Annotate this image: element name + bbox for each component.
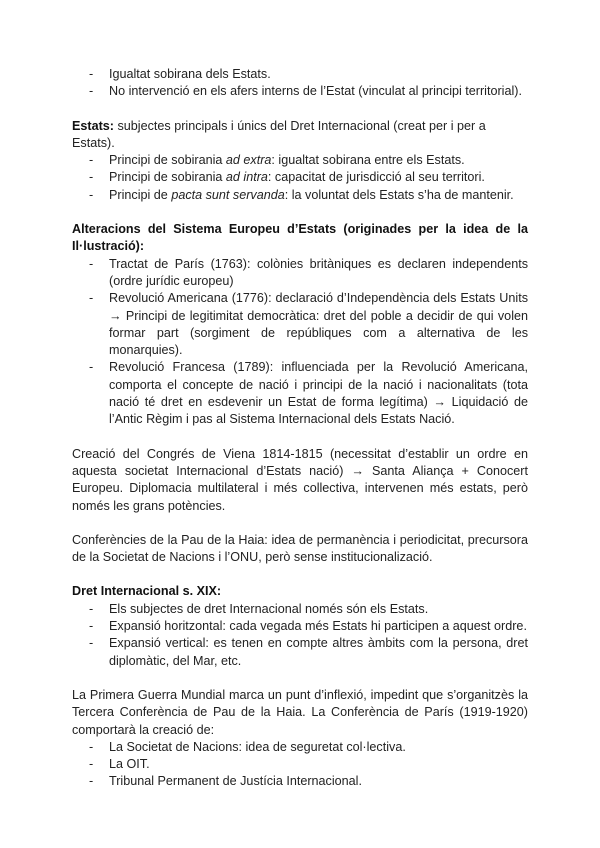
sovereignty-list	[72, 66, 528, 101]
xix-heading: Dret Internacional s. XIX:	[72, 584, 222, 599]
list-item: - Principi de pacta sunt servanda: la voluntat dels Estats s’ha de mantenir.	[109, 187, 528, 204]
latin-term: pacta sunt servanda	[171, 187, 285, 202]
states-paragraph	[72, 118, 528, 153]
list-item: - Tribunal Permanent de Justícia Internacional.	[109, 773, 528, 790]
alterations-list	[72, 256, 528, 429]
list-item: - Igualtat sobirana dels Estats.	[109, 66, 528, 83]
list-item: - No intervenció en els afers interns de l’Estat (vinculat al principi territorial).	[109, 83, 528, 100]
paris-creations-list	[72, 739, 528, 791]
latin-term: ad extra	[225, 153, 272, 168]
list-item: - La OIT.	[109, 756, 528, 773]
list-item: - Expansió horitzontal: cada vegada més Estats hi participen a aquest ordre.	[109, 618, 528, 635]
list-item: - Principi de sobirania ad extra: igualtat sobirana entre els Estats.	[109, 152, 528, 169]
list-item: - Revolució Francesa (1789): influenciada per la Revolució Americana, comporta el concepte de nació i principi de la nació i nacionalitats (tota nació té dret en esdevenir un Estat de forma legítima) → Liquidació de l’Antic Règim i pas al Sistema Internacional dels Estats Nació.	[109, 359, 528, 428]
alterations-heading: Alteracions del Sistema Europeu d’Estats (originades per la idea de la Il·lustració):	[72, 222, 528, 254]
hague-paragraph: Conferències de la Pau de la Haia: idea de permanència i periodicitat, precursora de la Societat de Nacions i l’ONU, però sense institucionalizació.	[72, 532, 528, 565]
states-intro: subjectes principals i únics del Dret Internacional (creat per i per a Estats).	[72, 118, 486, 150]
vienna-paragraph: Creació del Congrés de Viena 1814-1815 (necessitat d’establir un ordre en aquesta societat Internacional d’Estats nació) → Santa Aliança + Conocert Europeu. Diplomacia multilateral i més collectiva, intervenen més estats, però només les grans potències.	[72, 446, 528, 513]
list-item: - La Societat de Nacions: idea de seguretat col·lectiva.	[109, 739, 528, 756]
list-item: - Tractat de París (1763): colònies britàniques es declaren independents (ordre jurídic europeu)	[109, 256, 528, 291]
list-item: - Principi de sobirania ad intra: capacitat de jurisdicció al seu territori.	[109, 169, 528, 186]
list-item: - Expansió vertical: es tenen en compte altres àmbits com la persona, dret diplomàtic, del Mar, etc.	[109, 635, 528, 670]
states-heading: Estats:	[72, 118, 114, 133]
xix-list	[72, 601, 528, 670]
wwi-paragraph: La Primera Guerra Mundial marca un punt d’inflexió, impedint que s’organitzès la Tercera Conferència de Pau de la Haia. La Conferència de París (1919-1920) comportarà la creació de:	[72, 687, 528, 737]
latin-term: ad intra	[225, 170, 268, 185]
list-item: - Els subjectes de dret Internacional només són els Estats.	[109, 601, 528, 618]
list-item: - Revolució Americana (1776): declaració d’Independència dels Estats Units → Principi de legitimitat democràtica: dret del poble a decidir de qui volen formar part (sorgiment de repúbliques com a alternativa de les monarquies).	[109, 290, 528, 359]
states-principles-list	[72, 152, 528, 204]
